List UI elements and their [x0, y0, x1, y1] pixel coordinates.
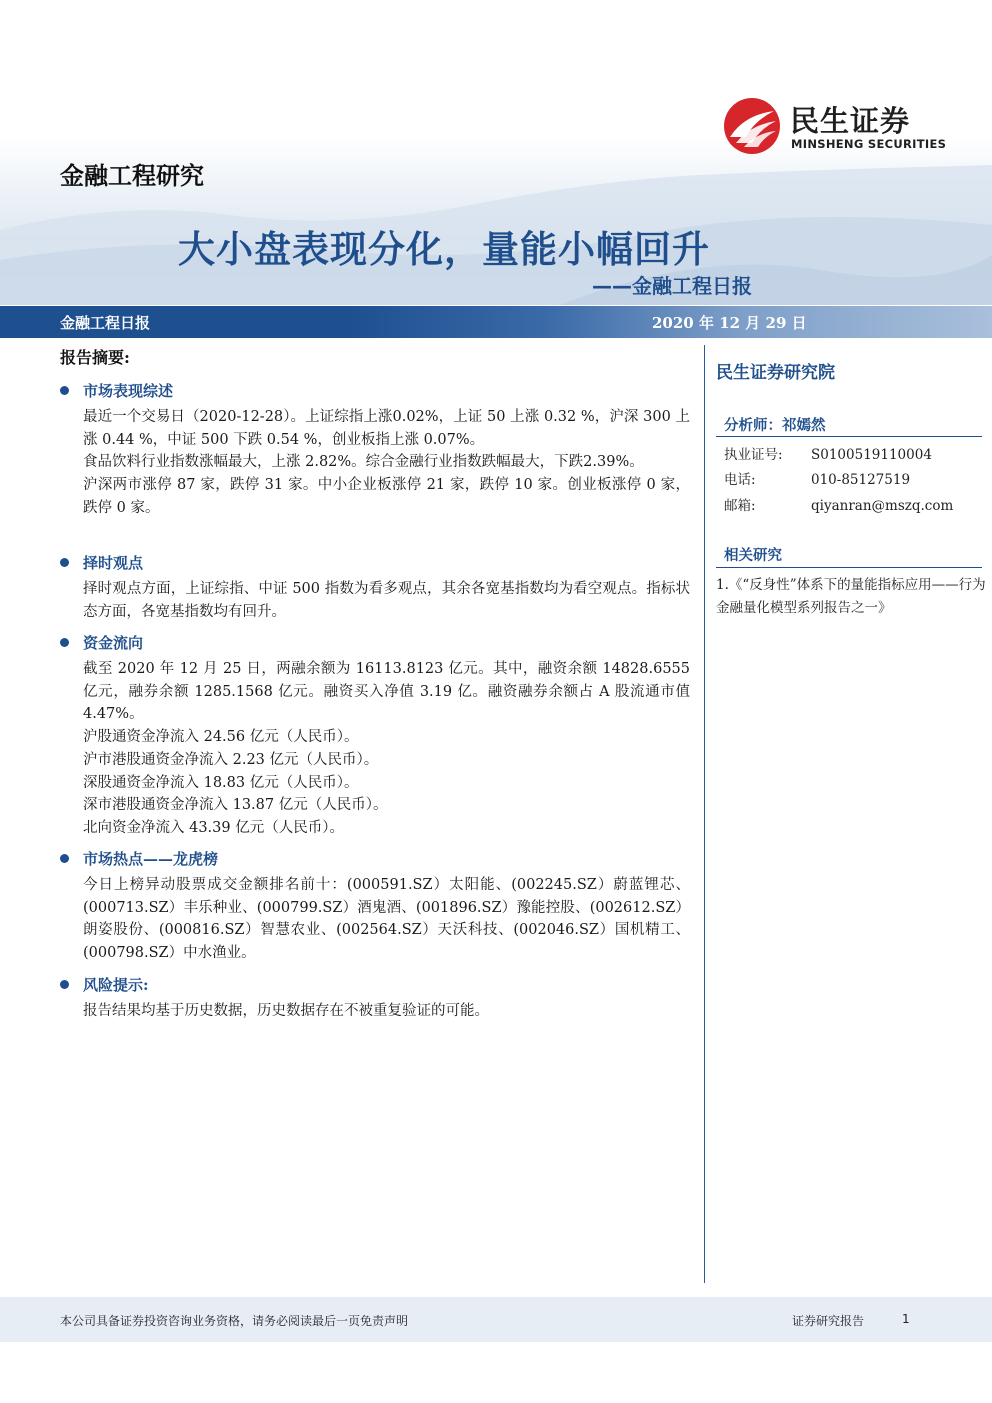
analyst-name: 分析师：祁嫣然 — [724, 417, 826, 434]
brand-name-cn: 民生证券 — [790, 104, 911, 138]
bullet-icon — [60, 638, 69, 647]
related-research-heading: 相关研究 — [724, 547, 782, 564]
info-key: 执业证号: — [724, 447, 783, 463]
bullet-icon — [60, 386, 69, 395]
paragraph: 沪市港股通资金净流入 2.23 亿元（人民币）。 — [83, 751, 379, 768]
band-report-type: 金融工程日报 — [60, 314, 151, 332]
paragraph: 今日上榜异动股票成交金额排名前十：(000591.SZ）太阳能、(002245.SZ）蔚蓝锂芯、(000713.SZ）丰乐种业、(000799.SZ）酒鬼酒、(001896.SZ）豫能控股、(002612.SZ）朗姿股份、(000816.SZ）智慧农业、(002564.SZ）天沃科技、(002046.SZ）国机精工、(000798.SZ）中水渔业。 — [83, 877, 690, 962]
report-category: 金融工程研究 — [60, 162, 204, 190]
paragraph: 沪深两市涨停 87 家，跌停 31 家。中小企业板涨停 21 家，跌停 10 家。创业板涨停 0 家，跌停 0 家。 — [83, 477, 690, 516]
summary-heading: 报告摘要: — [60, 348, 130, 367]
info-key: 邮箱: — [724, 498, 756, 514]
page-number: 1 — [902, 1312, 910, 1326]
section-fund-flow — [60, 630, 690, 840]
info-value[interactable]: qiyanran@mszq.com — [811, 498, 954, 514]
paragraph: 食品饮料行业指数涨幅最大，上涨 2.82%。综合金融行业指数跌幅最大，下跌2.39%。 — [83, 454, 644, 471]
section-title: 风险提示: — [83, 975, 149, 994]
company-logo — [722, 97, 982, 157]
info-row-license — [724, 443, 932, 463]
report-title: 大小盘表现分化，量能小幅回升 — [178, 228, 710, 271]
column-divider — [704, 345, 705, 1283]
info-key: 电话: — [724, 472, 756, 488]
divider — [716, 567, 982, 568]
brand-name-en: MINSHENG SECURITIES — [791, 137, 947, 151]
section-timing-view — [60, 550, 690, 623]
minsheng-logo-icon — [722, 97, 784, 155]
section-title: 择时观点 — [83, 553, 144, 572]
section-title: 市场热点——龙虎榜 — [83, 849, 219, 868]
paragraph: 报告结果均基于历史数据，历史数据存在不被重复验证的可能。 — [83, 1003, 489, 1019]
band-date: 2020 年 12 月 29 日 — [652, 314, 807, 332]
section-title: 资金流向 — [83, 633, 144, 652]
footer-report-type: 证券研究报告 — [792, 1314, 865, 1328]
research-institute: 民生证券研究院 — [716, 363, 835, 383]
page-footer — [0, 1297, 992, 1342]
bullet-icon — [60, 558, 69, 567]
bullet-icon — [60, 980, 69, 989]
paragraph: 最近一个交易日（2020-12-28）。上证综指上涨0.02%，上证 50 上涨 0.32 %，沪深 300 上涨 0.44 %，中证 500 下跌 0.54 %，创业板指上涨 0.07%。 — [83, 409, 690, 448]
report-subtitle: ——金融工程日报 — [592, 274, 752, 298]
paragraph: 截至 2020 年 12 月 25 日，两融余额为 16113.8123 亿元。其中，融资余额 14828.6555 亿元，融券余额 1285.1568 亿元。融资买入净值 3.19 亿。融资融券余额占 A 股流通市值 4.47%。 — [83, 661, 690, 723]
divider — [716, 436, 982, 437]
info-row-phone — [724, 468, 910, 488]
paragraph: 深股通资金净流入 18.83 亿元（人民币）。 — [83, 774, 359, 791]
footer-disclaimer: 本公司具备证券投资咨询业务资格，请务必阅读最后一页免责声明 — [60, 1314, 409, 1328]
section-hot-spots — [60, 846, 690, 965]
paragraph: 深市港股通资金净流入 13.87 亿元（人民币）。 — [83, 797, 388, 814]
info-value: 010-85127519 — [811, 472, 911, 488]
info-value: S0100519110004 — [811, 447, 932, 463]
paragraph: 择时观点方面，上证综指、中证 500 指数为看多观点，其余各宽基指数均为看空观点。指标状态方面，各宽基指数均有回升。 — [83, 581, 690, 620]
related-research-item[interactable]: 1.《“反身性”体系下的量能指标应用——行为金融量化模型系列报告之一》 — [716, 577, 986, 616]
info-row-email — [724, 494, 953, 514]
section-risk-warning — [60, 972, 690, 1023]
section-market-overview — [60, 378, 690, 520]
bullet-icon — [60, 854, 69, 863]
section-title: 市场表现综述 — [83, 381, 174, 400]
paragraph: 北向资金净流入 43.39 亿元（人民币）。 — [83, 819, 344, 836]
title-band — [0, 306, 992, 338]
paragraph: 沪股通资金净流入 24.56 亿元（人民币）。 — [83, 729, 359, 746]
